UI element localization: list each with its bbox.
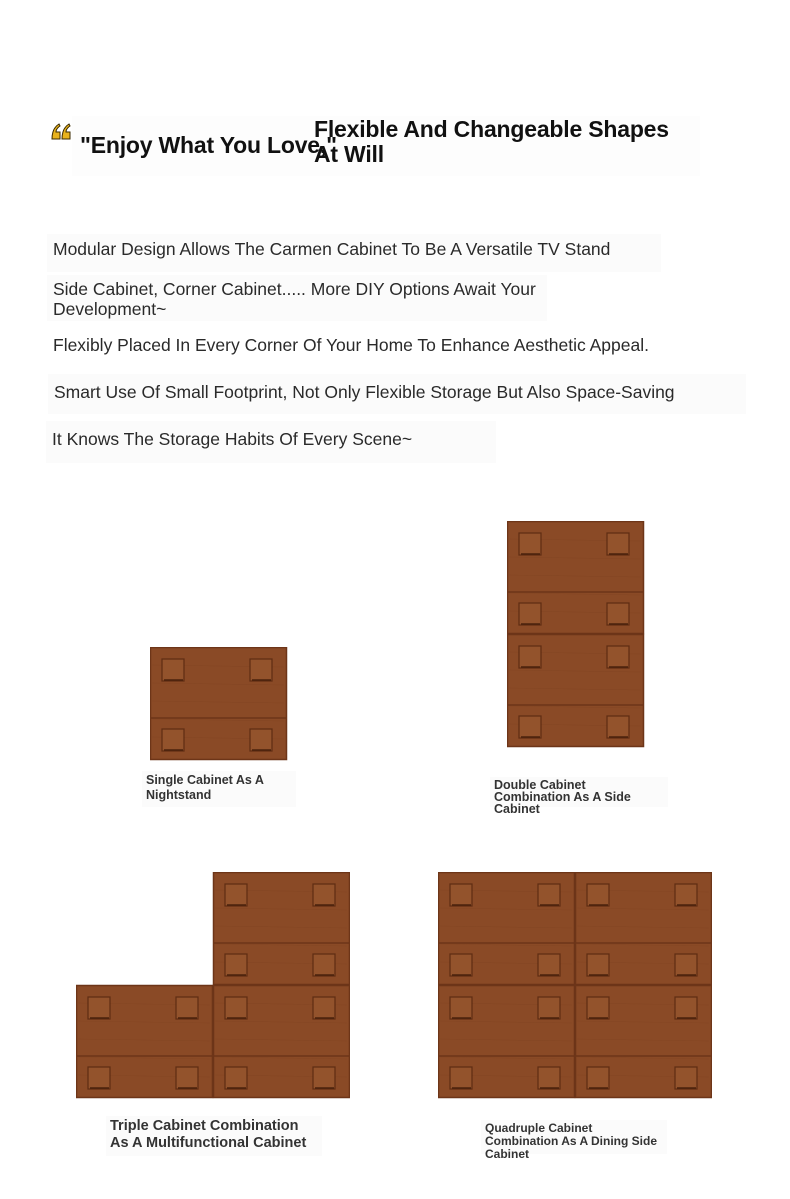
drawer-knob [607,533,629,555]
cabinet-unit [439,986,575,1098]
drawer-knob [162,729,184,751]
drawer-knob [675,997,697,1019]
drawer-knob [88,997,110,1019]
cabinet-unit [508,522,644,634]
drawer-knob [313,1067,335,1089]
drawer-knob [313,954,335,976]
quadruple-cabinet-image [438,872,712,1108]
drawer-knob [519,646,541,668]
drawer-knob [587,884,609,906]
drawer-knob [176,997,198,1019]
cabinet-unit [439,873,575,985]
drawer-knob [519,533,541,555]
drawer-knob [538,954,560,976]
drawer-knob [538,884,560,906]
drawer-knob [450,997,472,1019]
caption-double: Double Cabinet Combination As A Side Cabinet [490,777,668,807]
drawer-knob [313,884,335,906]
cabinet-unit [214,873,350,985]
drawer-knob [162,659,184,681]
feature-text: It Knows The Storage Habits Of Every Scene~ [46,421,496,463]
drawer-knob [176,1067,198,1089]
drawer-knob [313,997,335,1019]
cabinet-unit [576,873,712,985]
drawer-knob [519,603,541,625]
drawer-knob [225,997,247,1019]
drawer-knob [587,954,609,976]
drawer-knob [450,1067,472,1089]
drawer-knob [538,997,560,1019]
drawer-knob [675,954,697,976]
quote-icon [50,120,72,142]
drawer-knob [587,1067,609,1089]
cabinet-unit [77,986,213,1098]
drawer-knob [450,954,472,976]
cabinet-unit [576,986,712,1098]
cabinet-unit [214,986,350,1098]
drawer-knob [88,1067,110,1089]
caption-single: Single Cabinet As A Nightstand [142,771,296,807]
double-cabinet-image [507,521,645,758]
cabinet-unit [508,635,644,747]
drawer-knob [607,603,629,625]
drawer-knob [607,716,629,738]
drawer-knob [250,659,272,681]
drawer-knob [675,884,697,906]
drawer-knob [675,1067,697,1089]
single-cabinet-image [150,647,288,761]
drawer-knob [225,884,247,906]
drawer-knob [225,1067,247,1089]
drawer-knob [250,729,272,751]
headline-left: "Enjoy What You Love," [80,132,337,158]
feature-text: Modular Design Allows The Carmen Cabinet To Be A Versatile TV Stand [47,234,661,272]
feature-text: Flexibly Placed In Every Corner Of Your Home To Enhance Aesthetic Appeal. [47,333,667,361]
drawer-knob [450,884,472,906]
drawer-knob [607,646,629,668]
feature-text: Side Cabinet, Corner Cabinet..... More DIY Options Await Your Development~ [47,275,547,321]
feature-text: Smart Use Of Small Footprint, Not Only Flexible Storage But Also Space-Saving [48,374,746,414]
cabinet-unit [151,648,287,760]
caption-triple: Triple Cabinet Combination As A Multifunctional Cabinet [106,1116,322,1156]
drawer-knob [587,997,609,1019]
headline-right: Flexible And Changeable Shapes At Will [314,116,669,167]
drawer-knob [538,1067,560,1089]
drawer-knob [225,954,247,976]
triple-cabinet-image [76,872,350,1108]
caption-quadruple: Quadruple Cabinet Combination As A Dining Side Cabinet [481,1120,667,1154]
drawer-knob [519,716,541,738]
